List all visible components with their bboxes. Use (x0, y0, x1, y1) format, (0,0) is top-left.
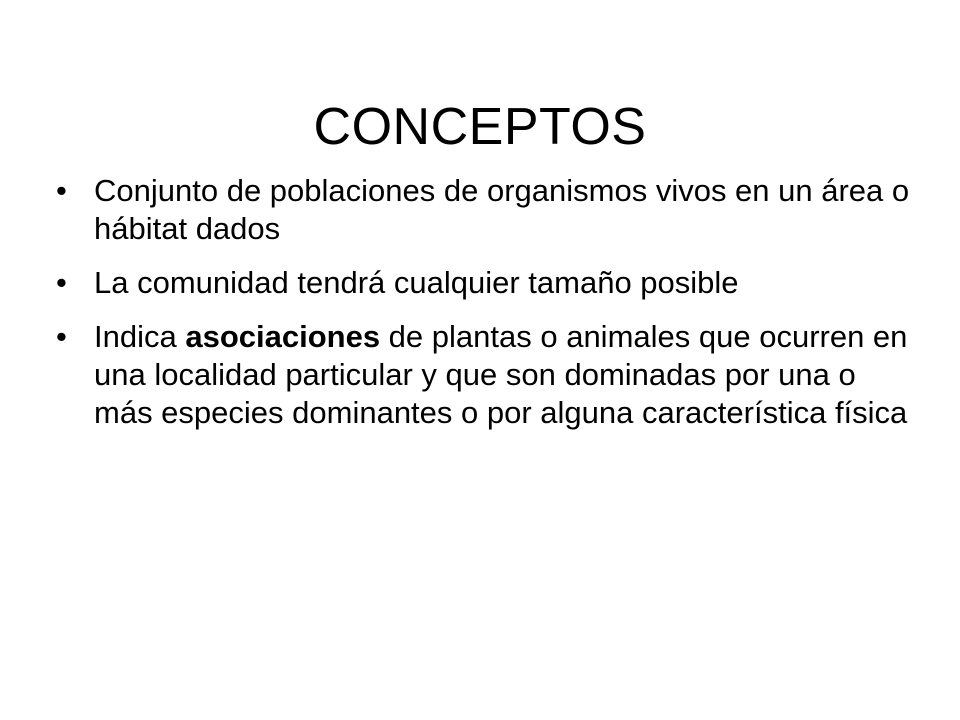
bullet-dot-icon: • (56, 319, 67, 354)
bullet-bold-term: asociaciones (185, 319, 381, 354)
bullet-text: Conjunto de poblaciones de organismos vivos en un área o hábitat dados (94, 173, 910, 246)
bullet-dot-icon: • (56, 173, 67, 208)
bullet-item-3 (56, 318, 916, 432)
bullet-text-after: de plantas o animales que ocurren en una localidad particular y que son dominadas por una o más especies dominantes o por alguna característica física (94, 319, 908, 430)
bullet-list (56, 172, 916, 448)
bullet-dot-icon: • (56, 265, 67, 300)
bullet-item-1 (56, 172, 916, 248)
bullet-item-2 (56, 264, 916, 302)
slide-title: CONCEPTOS (313, 97, 647, 156)
bullet-text: La comunidad tendrá cualquier tamaño posible (94, 265, 739, 300)
bullet-text-before: Indica (94, 319, 186, 354)
